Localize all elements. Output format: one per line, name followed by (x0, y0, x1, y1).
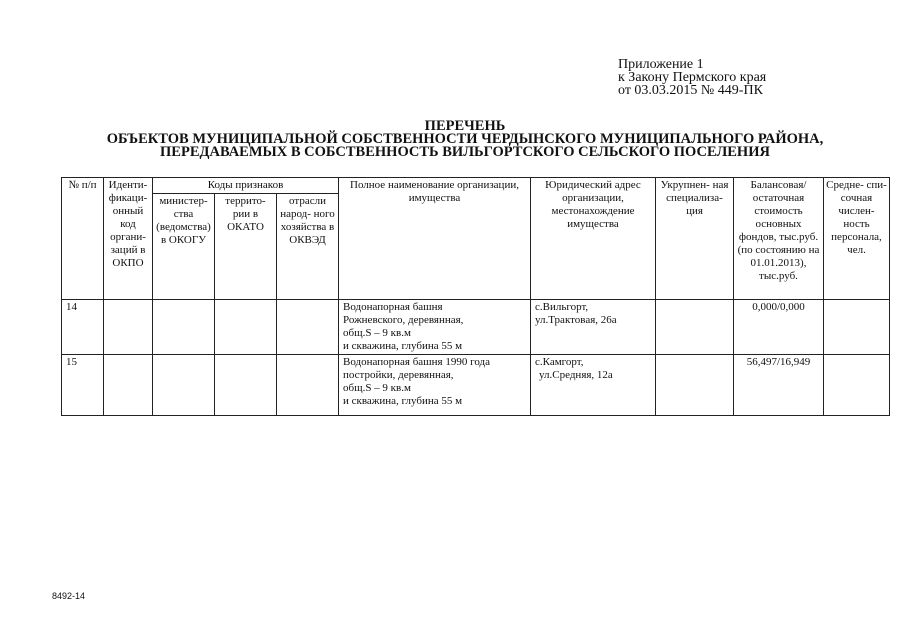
header-okved: отрасли народ- ного хозяйства в ОКВЭД (277, 194, 339, 300)
row-okogu (153, 355, 215, 416)
header-row-1 (62, 178, 890, 194)
row-num: 14 (62, 300, 104, 355)
name-line: общ.S – 9 кв.м (343, 382, 411, 394)
title-line-1: ПЕРЕЧЕНЬ (424, 118, 506, 134)
address-line: ул.Трактовая, 26а (535, 314, 617, 326)
name-line: и скважина, глубина 55 м (343, 340, 463, 352)
row-staff (824, 355, 890, 416)
row-okpo (104, 355, 153, 416)
name-line: и скважина, глубина 55 м (343, 395, 463, 407)
document-code: 8492-14 (52, 591, 86, 601)
row-address (531, 300, 656, 355)
annex-line-3: от 03.03.2015 № 449-ПК (618, 83, 763, 98)
annex-line-2: к Закону Пермского края (618, 70, 767, 85)
row-okato (215, 355, 277, 416)
row-okved (277, 300, 339, 355)
address-line: с.Камгорт, (535, 356, 584, 368)
row-staff (824, 300, 890, 355)
header-num: № п/п (62, 178, 104, 300)
name-line: Водонапорная башня 1990 года (343, 356, 491, 368)
table-row-15 (62, 355, 890, 416)
address-line: с.Вильгорт, (535, 301, 589, 313)
header-spec: Укрупнен- ная специализа- ция (656, 178, 734, 300)
row-okved (277, 355, 339, 416)
row-balance: 56,497/16,949 (734, 355, 824, 416)
row-num: 15 (62, 355, 104, 416)
header-name: Полное наименование организации, имущества (339, 178, 531, 300)
name-line: общ.S – 9 кв.м (343, 327, 411, 339)
title-line-3: ПЕРЕДАВАЕМЫХ В СОБСТВЕННОСТЬ ВИЛЬГОРТСКОГО СЕЛЬСКОГО ПОСЕЛЕНИЯ (160, 144, 770, 160)
row-name (339, 300, 531, 355)
row-okato (215, 300, 277, 355)
name-line: Водонапорная башня (343, 301, 443, 313)
header-balance: Балансовая/ остаточная стоимость основных фондов, тыс.руб. (по состоянию на 01.01.2013), тыс.руб. (734, 178, 824, 300)
row-okogu (153, 300, 215, 355)
name-line: постройки, деревянная, (343, 369, 454, 381)
row-balance: 0,000/0,000 (734, 300, 824, 355)
header-okato: террито- рии в ОКАТО (215, 194, 277, 300)
row-spec (656, 300, 734, 355)
document-title (70, 120, 860, 159)
table-row-14 (62, 300, 890, 355)
title-line-2: ОБЪЕКТОВ МУНИЦИПАЛЬНОЙ СОБСТВЕННОСТИ ЧЕРДЫНСКОГО МУНИЦИПАЛЬНОГО РАЙОНА, (106, 131, 824, 147)
row-okpo (104, 300, 153, 355)
header-okpo: Иденти- фикаци- онный код органи- заций в ОКПО (104, 178, 153, 300)
annex-line-1: Приложение 1 (618, 57, 704, 72)
header-codes-group: Коды признаков (153, 178, 339, 194)
row-name (339, 355, 531, 416)
property-register-table (61, 177, 890, 416)
address-line: ул.Средняя, 12а (539, 369, 613, 381)
header-okogu: министер- ства (ведомства) в ОКОГУ (153, 194, 215, 300)
name-line: Рожневского, деревянная, (343, 314, 464, 326)
row-spec (656, 355, 734, 416)
row-address (531, 355, 656, 416)
header-address: Юридический адрес организации, местонахождение имущества (531, 178, 656, 300)
header-staff: Средне- спи- сочная числен- ность персонала, чел. (824, 178, 890, 300)
annex-reference (618, 58, 766, 97)
